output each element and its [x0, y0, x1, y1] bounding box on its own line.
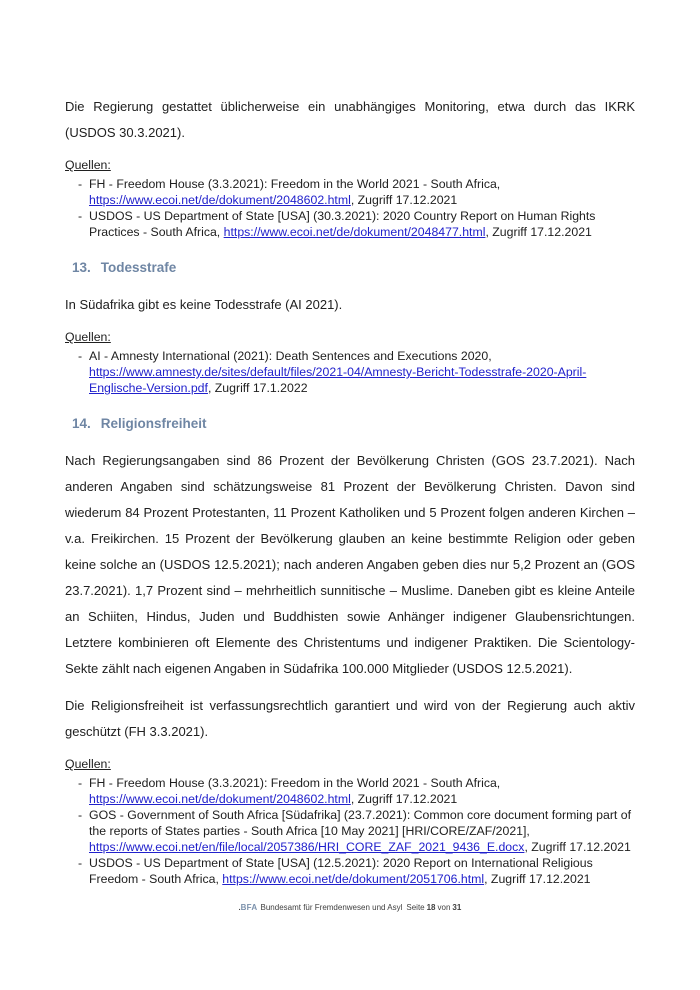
source-link[interactable]: https://www.ecoi.net/en/file/local/2057386/HRI_CORE_ZAF_2021_9436_E.docx — [89, 840, 525, 854]
section-heading — [65, 259, 635, 276]
source-list — [65, 775, 635, 887]
paragraph: Die Religionsfreiheit ist verfassungsrechtlich garantiert und wird von der Regierung auch aktiv geschützt (FH 3.3.2021). — [65, 698, 635, 739]
document-body — [65, 94, 635, 891]
footer-office-name: Bundesamt für Fremdenwesen und Asyl — [260, 903, 403, 912]
spacer — [65, 396, 635, 400]
source-link[interactable]: https://www.ecoi.net/de/dokument/2048602.html — [89, 193, 351, 207]
bfa-logo: BFA — [240, 903, 258, 912]
spacer — [65, 887, 635, 891]
spacer — [65, 240, 635, 244]
source-item: - USDOS - US Department of State [USA] (12.5.2021): 2020 Report on International Religious Freedom - South Africa, https://www.ecoi.net/de/dokument/2051706.html, Zugriff 17.12.2021 — [78, 855, 635, 887]
sources-label: Quellen: — [65, 757, 111, 771]
source-link[interactable]: https://www.ecoi.net/de/dokument/2048602.html — [89, 792, 351, 806]
sources-label: Quellen: — [65, 330, 111, 344]
section-title: Religionsfreiheit — [100, 416, 207, 431]
source-item: - AI - Amnesty International (2021): Death Sentences and Executions 2020, https://www.amnesty.de/sites/default/files/2021-04/Amnesty-Bericht-Todesstrafe-2020-April-Englische-Version.pdf, Zugriff 17.1.2022 — [78, 348, 635, 396]
section-title: Todesstrafe — [100, 260, 177, 275]
source-item: - GOS - Government of South Africa [Südafrika] (23.7.2021): Common core document forming part of the reports of States parties - South Africa [10 May 2021] [HRI/CORE/ZAF/2021], https://www.ecoi.net/en/file/local/2057386/HRI_CORE_ZAF_2021_9436_E.docx, Zugriff 17.12.2021 — [78, 807, 635, 855]
page-footer — [0, 903, 700, 914]
section-heading — [65, 415, 635, 432]
source-item: - FH - Freedom House (3.3.2021): Freedom in the World 2021 - South Africa, https://www.ecoi.net/de/dokument/2048602.html, Zugriff 17.12.2021 — [78, 176, 635, 208]
paragraph: Nach Regierungsangaben sind 86 Prozent der Bevölkerung Christen (GOS 23.7.2021). Nach anderen Angaben sind schätzungsweise 81 Prozent der Bevölkerung Christen. Davon sind wiederum 84 Prozent Protestanten, 11 Prozent Katholiken und 5 Prozent folgen anderen Kirchen – v.a. Freikirchen. 15 Prozent der Bevölkerung glauben an keine bestimmte Religion oder geben keine solche an (USDOS 12.5.2021); nach anderen Angaben geben dies nur 5,2 Prozent an (GOS 23.7.2021). 1,7 Prozent sind – mehrheitlich sunnitische – Muslime. Daneben gibt es kleine Anteile an Schiiten, Hindus, Juden und Buddhisten sowie Anhänger indigener Glaubensrichtungen. Letztere kombinieren oft Elemente des Christentums und indigener Praktiken. Die Scientology-Sekte zählt nach eigenen Angaben in Südafrika 100.000 Mitglieder (USDOS 12.5.2021). — [65, 453, 635, 676]
footer-page-number: 18 — [426, 903, 436, 912]
paragraph: Die Regierung gestattet üblicherweise ein unabhängiges Monitoring, etwa durch das IKRK (USDOS 30.3.2021). — [65, 99, 635, 140]
source-link[interactable]: https://www.amnesty.de/sites/default/files/2021-04/Amnesty-Bericht-Todesstrafe-2020-April-Englische-Version.pdf — [89, 365, 587, 395]
footer-page-total: 31 — [452, 903, 462, 912]
footer-page-word: Seite — [406, 903, 425, 912]
source-item: - FH - Freedom House (3.3.2021): Freedom in the World 2021 - South Africa, https://www.ecoi.net/de/dokument/2048602.html, Zugriff 17.12.2021 — [78, 775, 635, 807]
footer-of-word: von — [437, 903, 451, 912]
bfa-logo-mark: . — [238, 905, 241, 912]
section-number: 14. — [72, 416, 91, 431]
sources-label: Quellen: — [65, 158, 111, 172]
source-link[interactable]: https://www.ecoi.net/de/dokument/2051706.html — [222, 872, 485, 886]
source-list — [65, 348, 635, 396]
source-item: - USDOS - US Department of State [USA] (30.3.2021): 2020 Country Report on Human Rights Practices - South Africa, https://www.ecoi.net/de/dokument/2048477.html, Zugriff 17.12.2021 — [78, 208, 635, 240]
source-link[interactable]: https://www.ecoi.net/de/dokument/2048477.html — [223, 225, 486, 239]
section-number: 13. — [72, 260, 91, 275]
paragraph: In Südafrika gibt es keine Todesstrafe (AI 2021). — [65, 297, 343, 312]
source-list — [65, 176, 635, 240]
